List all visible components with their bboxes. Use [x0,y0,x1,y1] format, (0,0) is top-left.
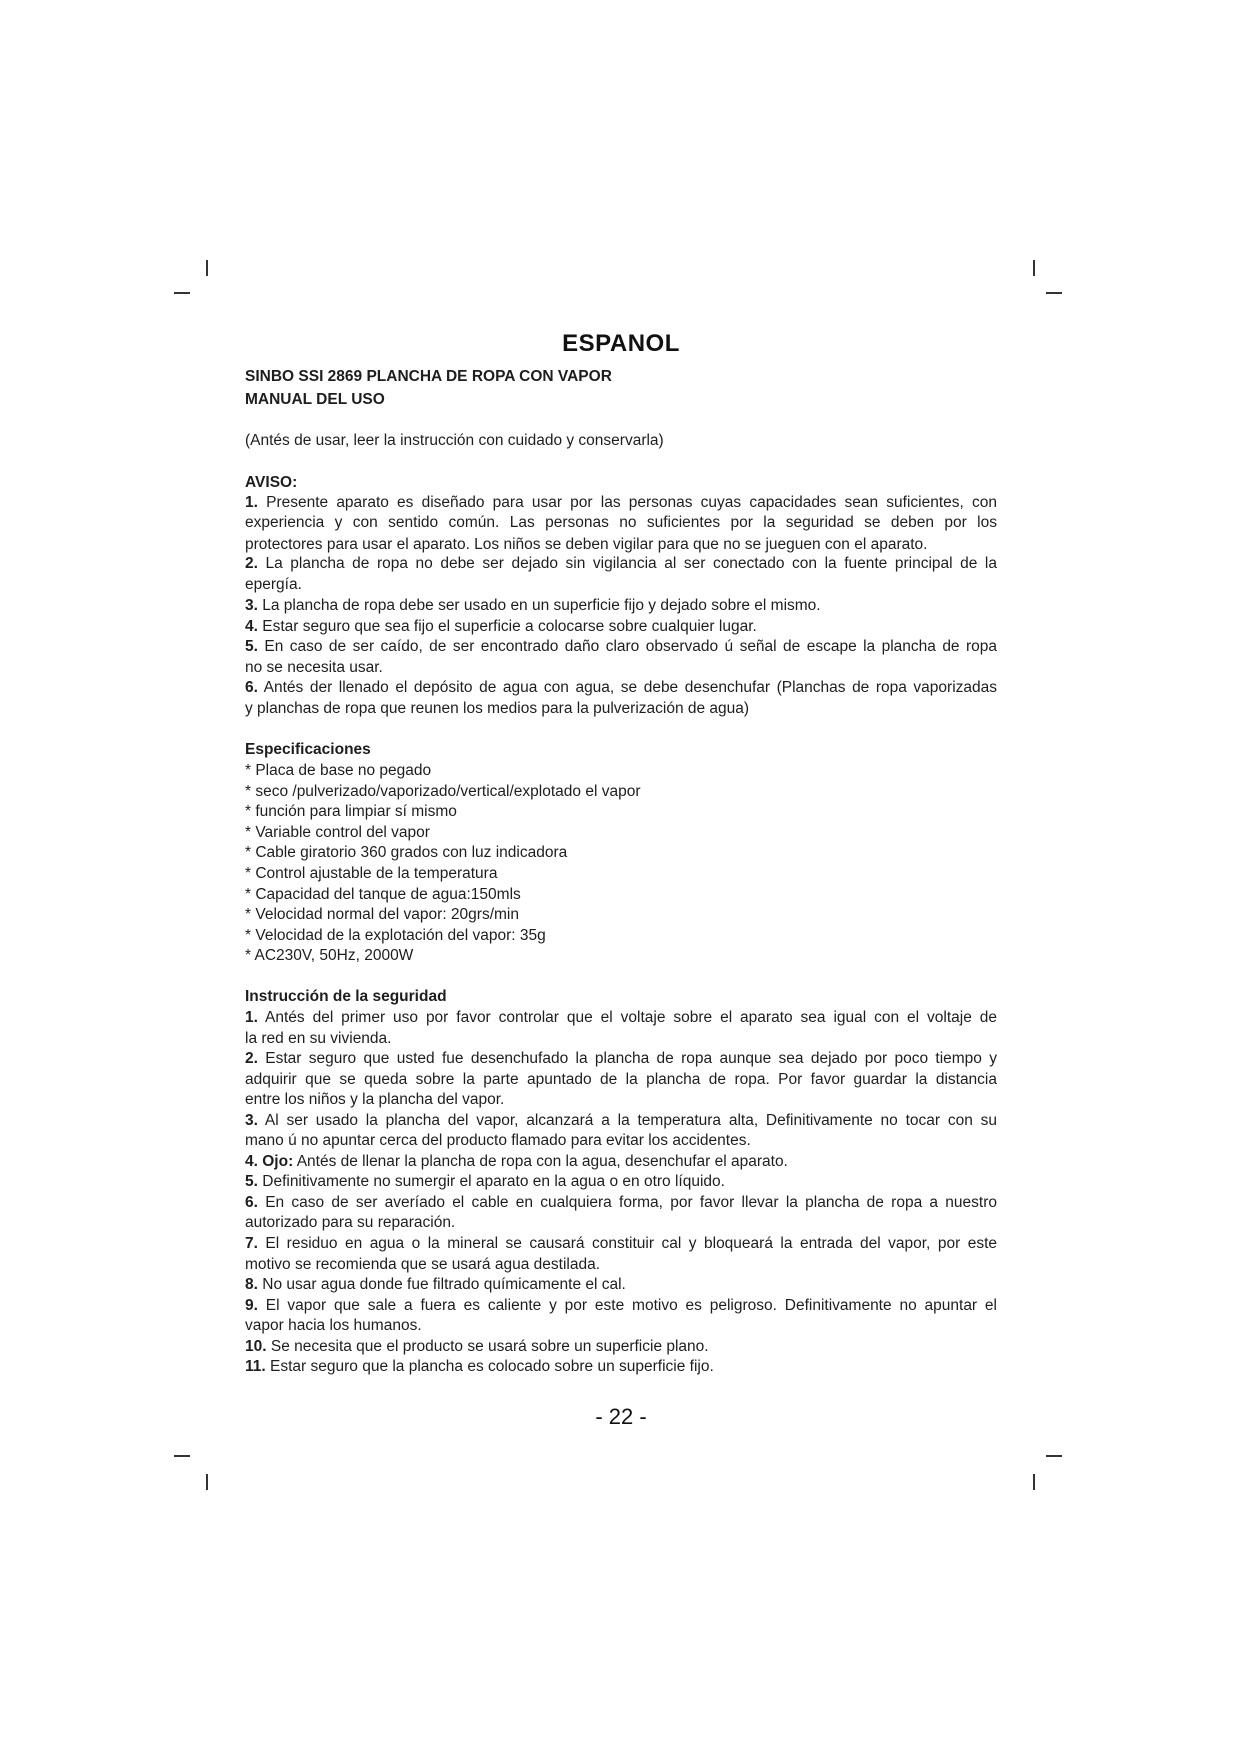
crop-mark-bottom-right-h [1046,1455,1062,1457]
spec-item: * Control ajustable de la temperatura [245,865,498,882]
safety-text: Estar seguro que la plancha es colocado sobre un superficie fijo. [270,1358,714,1375]
aviso-line [245,678,997,698]
aviso-line: y planchas de ropa que reunen los medios para la pulverización de agua) [245,700,750,717]
safety-line [245,1008,997,1028]
safety-line: adquirir que se queda sobre la parte apuntado de la plancha de ropa. Por favor guardar la distancia [245,1071,997,1088]
item-number: 5. [245,1173,258,1190]
aviso-text: En caso de ser caído, de ser encontrado daño claro observado ú señal de escape la plancha de ropa [264,638,998,655]
aviso-line [245,617,997,637]
safety-line [245,1111,997,1131]
safety-text: Al ser usado la plancha del vapor, alcanzará a la temperatura alta, Definitivamente no tocar con su [264,1112,997,1129]
safety-text: Estar seguro que usted fue desenchufado la plancha de ropa aunque sea dejado por poco tiempo y [265,1050,998,1067]
item-number: 9. [245,1297,258,1314]
aviso-line: epergía. [245,576,302,593]
spec-item: * Cable giratorio 360 grados con luz indicadora [245,844,568,861]
page-number: - 22 - [595,1404,647,1429]
item-number: 7. [245,1235,258,1252]
aviso-line: experiencia y con sentido común. Las personas no suficientes por la seguridad se deben por los [245,514,997,531]
aviso-line [245,554,997,574]
safety-line: vapor hacia los humanos. [245,1317,422,1334]
item-number: 10. [245,1338,267,1355]
safety-text: Antés del primer uso por favor controlar que el voltaje sobre el aparato sea igual con el voltaje de [265,1009,998,1026]
item-number: 8. [245,1276,258,1293]
safety-line [245,1357,997,1377]
aviso-line [245,596,997,616]
crop-mark-top-right-v [1033,260,1035,276]
item-number: 2. [245,1050,258,1067]
crop-mark-bottom-left-h [174,1455,190,1457]
spec-item: * Capacidad del tanque de agua:150mls [245,886,521,903]
safety-line: autorizado para su reparación. [245,1214,456,1231]
safety-text: El residuo en agua o la mineral se causará constituir cal y bloqueará la entrada del vapor, por este [265,1235,998,1252]
safety-line [245,1337,997,1357]
safety-text: Definitivamente no sumergir el aparato en la agua o en otro líquido. [262,1173,725,1190]
aviso-line [245,637,997,657]
safety-line: motivo se recomienda que se usará agua destilada. [245,1256,600,1273]
aviso-text: La plancha de ropa no debe ser dejado sin vigilancia al ser conectado con la fuente principal de la [265,555,997,572]
spec-item: * AC230V, 50Hz, 2000W [245,947,414,964]
item-number: 1. [245,494,258,511]
product-title: SINBO SSI 2869 PLANCHA DE ROPA CON VAPOR [245,368,612,385]
item-number: 6. [245,1194,258,1211]
aviso-line: protectores para usar el aparato. Los niños se deben vigilar para que no se jueguen con el aparato. [245,536,928,553]
safety-heading: Instrucción de la seguridad [245,988,447,1005]
crop-mark-bottom-right-v [1033,1474,1035,1490]
safety-text: En caso de ser averíado el cable en cualquiera forma, por favor llevar la plancha de ropa a nuestro [265,1194,997,1211]
crop-mark-top-left-h [174,292,190,294]
aviso-text: Estar seguro que sea fijo el superficie a colocarse sobre cualquier lugar. [262,618,757,635]
item-number: 2. [245,555,258,572]
safety-line [245,1172,997,1192]
safety-line [245,1234,997,1254]
item-number: 11. [245,1358,266,1375]
item-number: 6. [245,679,258,696]
crop-mark-bottom-left-v [206,1474,208,1490]
crop-mark-top-right-h [1046,292,1062,294]
item-number: 5. [245,638,258,655]
crop-mark-top-left-v [206,260,208,276]
spec-item: * Velocidad normal del vapor: 20grs/min [245,906,519,923]
aviso-text: Antés der llenado el depósito de agua con agua, se debe desenchufar (Planchas de ropa vaporizadas [263,679,998,696]
spec-item: * Velocidad de la explotación del vapor: 35g [245,927,546,944]
spec-item: * función para limpiar sí mismo [245,803,457,820]
specs-heading: Especificaciones [245,741,371,758]
page-title: ESPANOL [562,330,680,357]
safety-line [245,1296,997,1316]
safety-text: Se necesita que el producto se usará sobre un superficie plano. [270,1338,709,1355]
safety-text: El vapor que sale a fuera es caliente y por este motivo es peligroso. Definitivamente no apuntar el [265,1297,997,1314]
safety-line [245,1275,997,1295]
safety-text: Antés de llenar la plancha de ropa con la agua, desenchufar el aparato. [296,1153,788,1170]
safety-line: la red en su vivienda. [245,1030,392,1047]
item-number: 4. Ojo: [245,1153,294,1170]
item-number: 3. [245,597,258,614]
aviso-heading: AVISO: [245,474,298,491]
aviso-line [245,493,997,513]
safety-line [245,1193,997,1213]
spec-item: * Variable control del vapor [245,824,430,841]
spec-item: * Placa de base no pegado [245,762,432,779]
aviso-text: Presente aparato es diseñado para usar por las personas cuyas capacidades sean suficientes, con [266,494,997,511]
item-number: 3. [245,1112,258,1129]
aviso-line: no se necesita usar. [245,659,383,676]
manual-title: MANUAL DEL USO [245,391,385,408]
intro-note: (Antés de usar, leer la instrucción con cuidado y conservarla) [245,432,664,449]
item-number: 1. [245,1009,258,1026]
safety-text: No usar agua donde fue filtrado químicamente el cal. [262,1276,626,1293]
aviso-text: La plancha de ropa debe ser usado en un superficie fijo y dejado sobre el mismo. [262,597,821,614]
safety-line: entre los niños y la plancha del vapor. [245,1091,505,1108]
safety-line [245,1152,997,1172]
safety-line: mano ú no apuntar cerca del producto flamado para evitar los accidentes. [245,1132,751,1149]
safety-line [245,1049,997,1069]
spec-item: * seco /pulverizado/vaporizado/vertical/explotado el vapor [245,783,641,800]
item-number: 4. [245,618,258,635]
